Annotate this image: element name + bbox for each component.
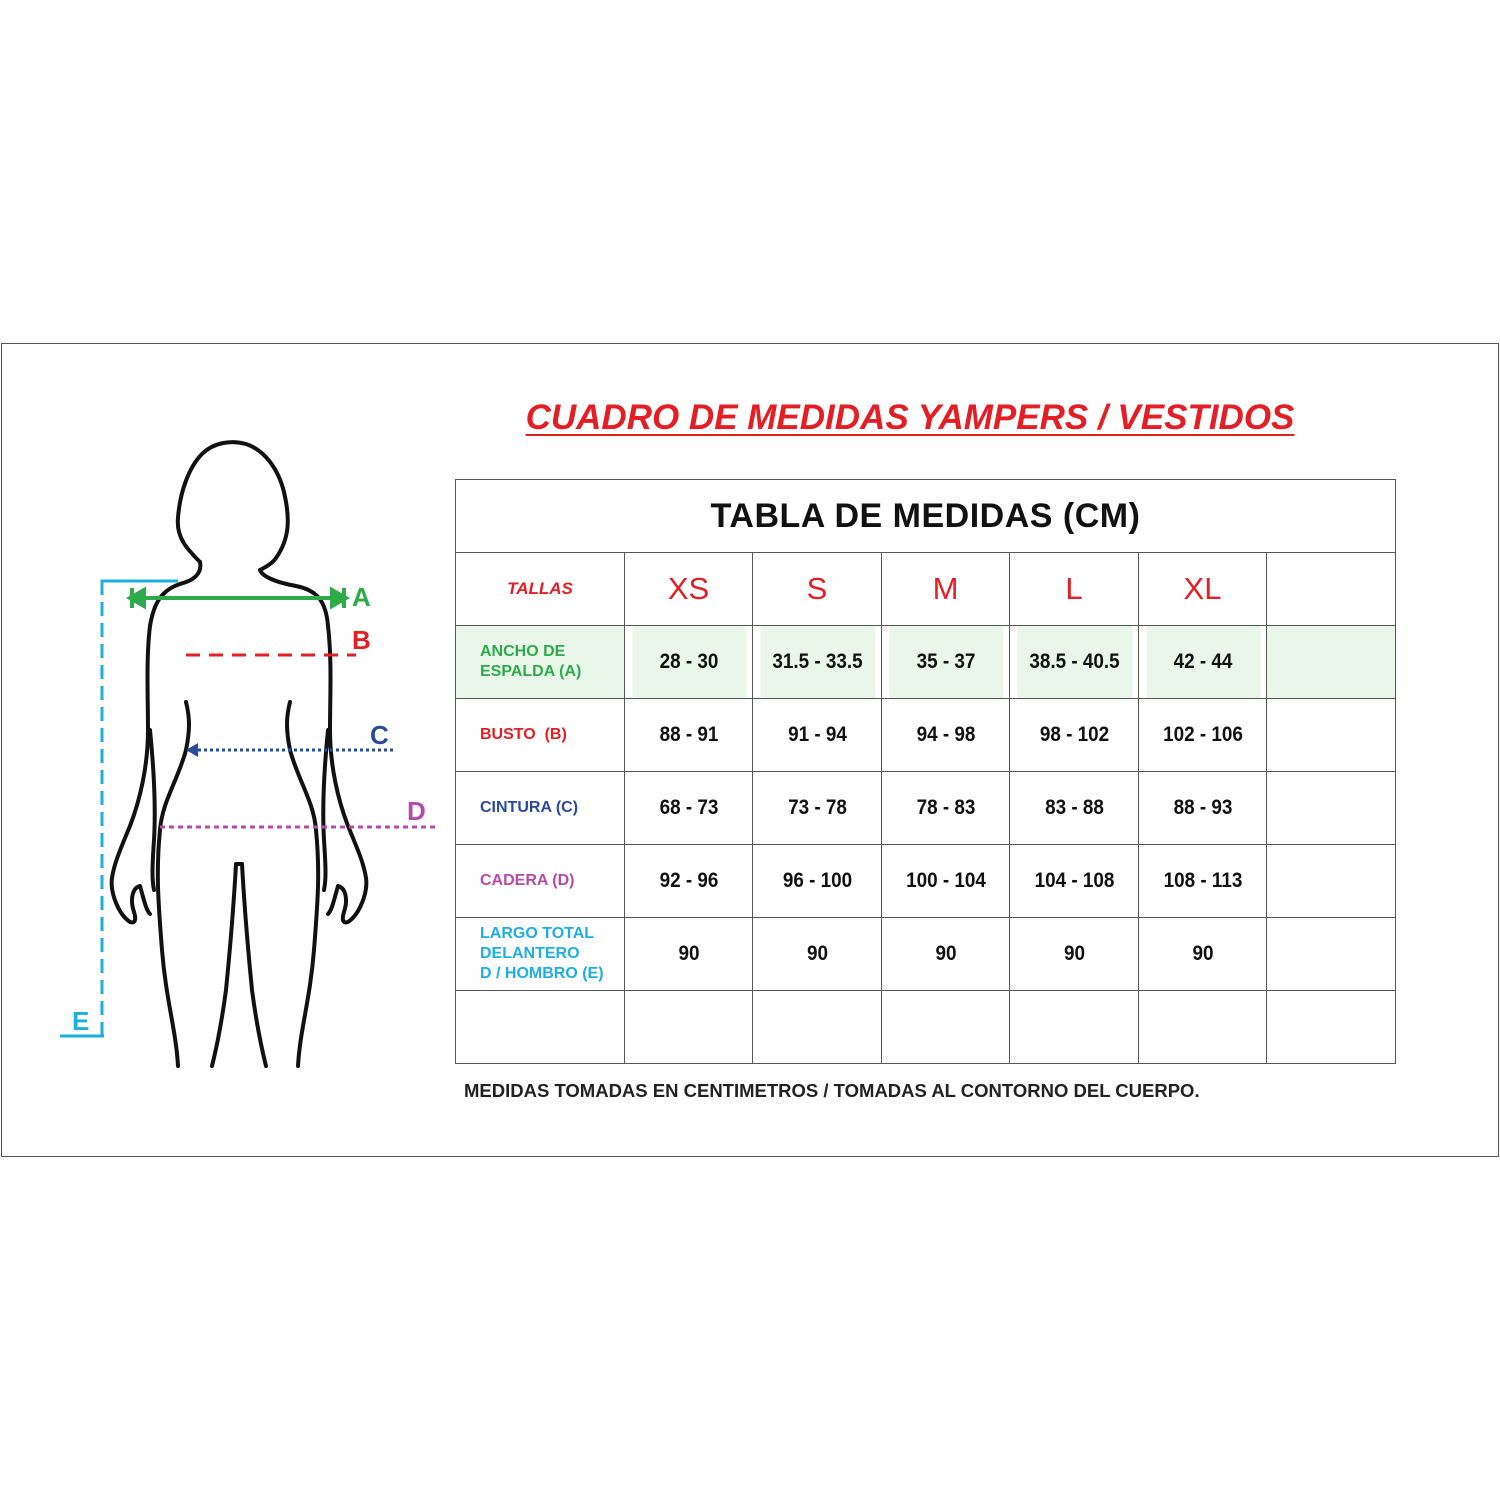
table-cell: 83 - 88: [1016, 772, 1132, 845]
table-cell: 90: [1145, 918, 1260, 991]
table-cell: 90: [631, 918, 746, 991]
size-m: M: [882, 553, 1010, 626]
empty-cell: [1267, 845, 1396, 918]
table-cell: 42 - 44: [1145, 626, 1260, 699]
empty-cell: [1267, 626, 1396, 699]
table-cell: 94 - 98: [888, 699, 1003, 772]
table-cell: 92 - 96: [631, 845, 746, 918]
empty-cell: [1139, 991, 1267, 1064]
body-figure: [50, 430, 460, 1080]
empty-cell: [1010, 991, 1139, 1064]
empty-cell: [1267, 918, 1396, 991]
size-l: L: [1010, 553, 1139, 626]
guide-d-label: D: [407, 796, 426, 826]
row-label-hip: CADERA (D): [456, 845, 625, 918]
size-xl: XL: [1139, 553, 1267, 626]
footer-note: MEDIDAS TOMADAS EN CENTIMETROS / TOMADAS AL CONTORNO DEL CUERPO.: [464, 1080, 1200, 1101]
table-cell: 28 - 30: [631, 626, 746, 699]
empty-cell: [1267, 553, 1396, 626]
empty-cell: [1267, 699, 1396, 772]
table-cell: 90: [888, 918, 1003, 991]
table-cell: 104 - 108: [1016, 845, 1132, 918]
size-xs: XS: [625, 553, 753, 626]
table-cell: 31.5 - 33.5: [759, 626, 875, 699]
row-label-length: LARGO TOTAL DELANTERO D / HOMBRO (E): [456, 918, 625, 991]
empty-cell: [456, 991, 625, 1064]
guide-e-label: E: [72, 1006, 90, 1036]
table-cell: 88 - 91: [631, 699, 746, 772]
empty-cell: [1267, 991, 1396, 1064]
sizes-label: TALLAS: [456, 553, 625, 626]
table-row: [456, 918, 1396, 991]
row-label-waist: CINTURA (C): [456, 772, 625, 845]
table-cell: 100 - 104: [888, 845, 1003, 918]
page-title: CUADRO DE MEDIDAS YAMPERS / VESTIDOS: [525, 398, 1295, 437]
guide-a-label: A: [352, 582, 371, 612]
table-row: [456, 772, 1396, 845]
empty-cell: [1267, 772, 1396, 845]
table-row: [456, 699, 1396, 772]
table-cell: 78 - 83: [888, 772, 1003, 845]
table-heading-row: [456, 480, 1396, 553]
row-label-shoulder: ANCHO DE ESPALDA (A): [456, 626, 625, 699]
sizes-row: [456, 553, 1396, 626]
guide-c-label: C: [370, 720, 389, 750]
table-cell: 91 - 94: [759, 699, 875, 772]
table-row: [456, 845, 1396, 918]
empty-row: [456, 991, 1396, 1064]
size-s: S: [753, 553, 882, 626]
table-cell: 35 - 37: [888, 626, 1003, 699]
table-cell: 88 - 93: [1145, 772, 1260, 845]
table-heading: TABLA DE MEDIDAS (CM): [456, 480, 1396, 553]
table-cell: 96 - 100: [759, 845, 875, 918]
guide-e: [60, 581, 178, 1036]
empty-cell: [882, 991, 1010, 1064]
empty-cell: [625, 991, 753, 1064]
table-cell: 108 - 113: [1145, 845, 1260, 918]
table-cell: 90: [1016, 918, 1132, 991]
table-cell: 98 - 102: [1016, 699, 1132, 772]
size-table: [455, 479, 1396, 1064]
empty-cell: [753, 991, 882, 1064]
table-cell: 38.5 - 40.5: [1016, 626, 1132, 699]
table-cell: 73 - 78: [759, 772, 875, 845]
table-row: [456, 626, 1396, 699]
body-silhouette: [112, 442, 367, 1066]
row-label-bust: BUSTO (B): [456, 699, 625, 772]
guide-b-label: B: [352, 625, 371, 655]
table-cell: 68 - 73: [631, 772, 746, 845]
table-cell: 102 - 106: [1145, 699, 1260, 772]
table-cell: 90: [759, 918, 875, 991]
